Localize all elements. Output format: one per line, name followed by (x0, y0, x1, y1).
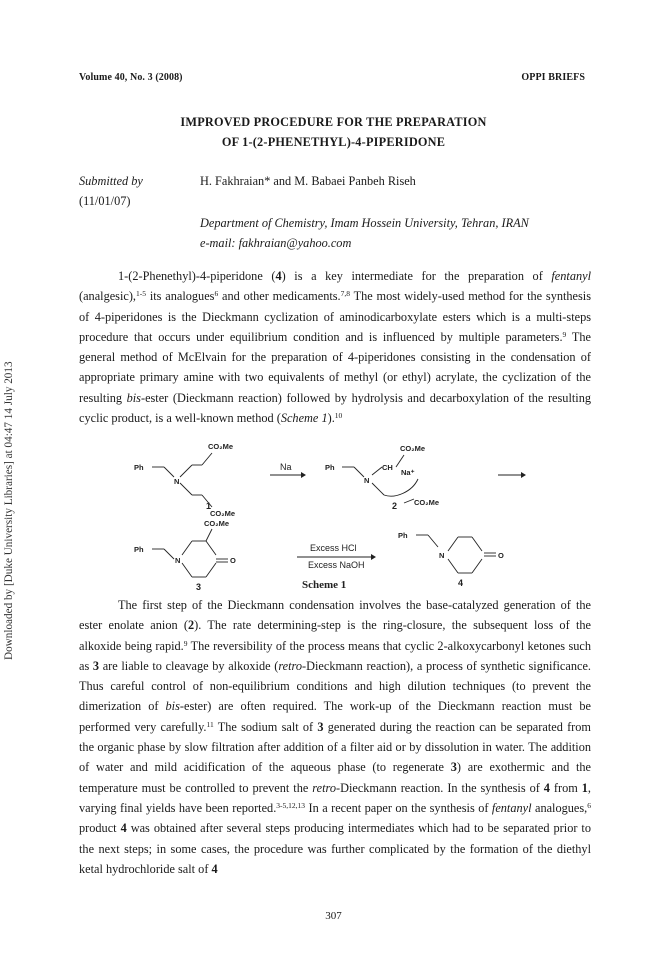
oxygen-label: O (230, 556, 236, 565)
article-title-line2: OF 1-(2-PHENETHYL)-4-PIPERIDONE (221, 135, 446, 149)
email: e-mail: fakhraian@yahoo.com (200, 236, 352, 250)
methine-label: CH (382, 463, 393, 472)
reagent-naoh: Excess NaOH (308, 560, 365, 570)
scheme-caption: Scheme 1 (302, 579, 347, 591)
intro-paragraph: 1-(2-Phenethyl)-4-piperidone (4) is a key intermediate for the preparation of fentanyl (analgesic),$^{1-5}$ its analogues$^6$ and other medicaments.$^{7,8}$ The most widely-used method for the synthesis of 4-piperidones is the Dieckmann cyclization of aminodicarboxylate esters which is a multi-steps procedure that occurs under equilibrium condition and is influenced by multiple parameters.$^9$ The general method of McElvain for the preparation of 4-piperidones consisting in the condensation of appropriate primary amine with two equivalents of methyl (or ethyl) acrylate, the cyclization of the resulting bis-ester (Dieckmann reaction) followed by hydrolysis and decarboxylation of the resulting cyclic product, is a well-known method (Scheme 1).$^{10}$ (79, 269, 592, 426)
reagent-sodium: Na (280, 462, 292, 472)
compound-number-1: 1 (206, 501, 212, 511)
page-number: 307 (325, 910, 342, 922)
ester-label: CO₂Me (400, 444, 426, 453)
phenyl-label: Ph (325, 463, 335, 472)
ester-label: CO₂Me (204, 519, 230, 528)
reagent-hcl: Excess HCl (310, 543, 357, 553)
phenyl-label: Ph (134, 545, 144, 554)
ester-label: CO₂Me (208, 442, 234, 451)
phenyl-label: Ph (398, 531, 408, 540)
journal-volume: Volume 40, No. 3 (2008) (79, 72, 183, 83)
sodium-cation-label: Na⁺ (401, 468, 415, 477)
authors: H. Fakhraian* and M. Babaei Panbeh Riseh (200, 174, 416, 188)
affiliation: Department of Chemistry, Imam Hossein University, Tehran, IRAN (200, 216, 529, 230)
nitrogen-label: N (174, 477, 180, 486)
watermark-text: Downloaded by [Duke University Libraries] at 04:47 14 July 2013 (3, 361, 15, 660)
nitrogen-label: N (364, 476, 370, 485)
dieckmann-paragraph: The first step of the Dieckmann condensation involves the base-catalyzed generation of the ester enolate anion (2). The rate determining-step is the ring-closure, the subsequent loss of the alkoxide being rapid.$^9$ The reversibility of the process means that cyclic 2-alkoxycarbonyl ketones such as 3 are liable to cleavage by alkoxide (retro-Dieckmann reaction), a process of synthetic significance. Thus careful control of non-equilibrium conditions and high dilution techniques (to prevent the dimerization of bis-ester) are often required. The work-up of the Dieckmann reaction must be performed very carefully.$^{11}$ The sodium salt of 3 generated during the reaction can be separated from the organic phase by slow filtration after addition of a filter aid or by dissolution in water. The addition of water and mild acidification of the aqueous phase (to regenerate 3) are exothermic and the temperature must be controlled to prevent the retro-Dieckmann reaction. In the synthesis of 4 from 1, varying final yields have been reported.$^{3-5,12,13}$ In a recent paper on the synthesis of fentanyl analogues,$^6$ product 4 was obtained after several steps producing intermediates which had to be separated prior to the next steps; in some cases, the procedure was further complicated by the formation of the diethyl ketal hydrochloride salt of 4 (79, 598, 591, 876)
compound-number-3: 3 (196, 582, 202, 592)
oxygen-label: O (498, 551, 504, 560)
journal-section: OPPI BRIEFS (521, 72, 585, 83)
ester-label: CO₂Me (210, 509, 236, 518)
submission-date: (11/01/07) (79, 194, 131, 208)
reaction-scheme (120, 437, 560, 592)
compound-number-2: 2 (392, 501, 398, 511)
ester-label: CO₂Me (414, 498, 440, 507)
submitted-by-label: Submitted by (79, 174, 143, 188)
nitrogen-label: N (439, 551, 445, 560)
nitrogen-label: N (175, 556, 181, 565)
compound-number-4: 4 (458, 578, 464, 588)
download-watermark (3, 300, 17, 660)
article-title-line1: IMPROVED PROCEDURE FOR THE PREPARATION (180, 115, 487, 129)
phenyl-label: Ph (134, 463, 144, 472)
